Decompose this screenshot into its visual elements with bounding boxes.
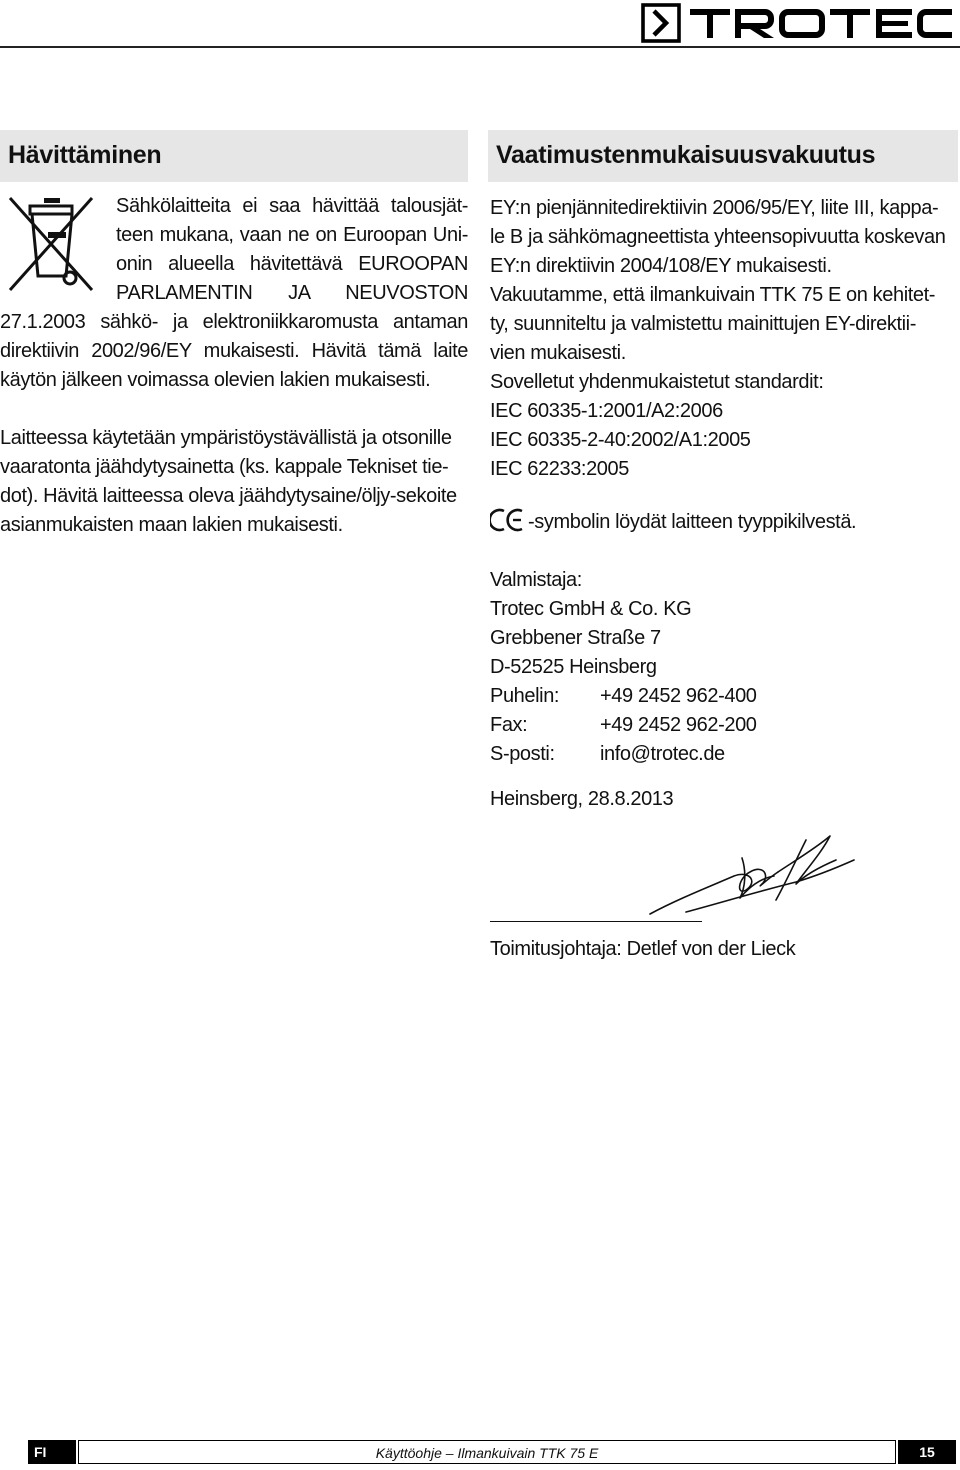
manufacturer-block (490, 566, 958, 769)
ce-statement (490, 508, 958, 537)
contact-fax (490, 711, 958, 740)
section-heading-declaration: Vaatimustenmukaisuusvakuutus (488, 130, 958, 182)
standard-item: IEC 60335-1:2001/A2:2006 (490, 400, 723, 422)
text-line: ty, suunniteltu ja valmistettu mainittujen EY-direktii- (490, 313, 916, 335)
signature-rule (490, 921, 702, 922)
disposal-text (0, 192, 468, 540)
signatory: Toimitusjohtaja: Detlef von der Lieck (490, 938, 796, 960)
footer-title: Käyttöohje – Ilmankuivain TTK 75 E (78, 1440, 896, 1464)
contact-email (490, 740, 958, 769)
text-line: käytön jälkeen voimassa olevien lakien mukaisesti. (0, 369, 431, 391)
text-line: Sähkölaitteita ei saa hävittää talousjät- (116, 195, 468, 217)
contact-value: info@trotec.de (600, 743, 725, 765)
page-footer (28, 1440, 956, 1466)
contact-value: +49 2452 962-200 (600, 714, 757, 736)
text-line: teen mukana, vaan ne on Euroopan Uni- (116, 224, 468, 246)
text-line: Laitteessa käytetään ympäristöystävällistä ja otsonille (0, 427, 452, 449)
text-line: PARLAMENTIN JA NEUVOSTON (116, 282, 468, 304)
text-line: direktiivin 2002/96/EY mukaisesti. Hävitä tämä laite (0, 340, 468, 362)
handwritten-signature (646, 830, 858, 920)
text-line: 27.1.2003 sähkö- ja elektroniikkaromusta antaman (0, 311, 468, 333)
place-date: Heinsberg, 28.8.2013 (490, 788, 674, 810)
declaration-text (490, 194, 958, 484)
section-heading-disposal: Hävittäminen (0, 130, 468, 182)
text-line: le B ja sähkömagneettista yhteensopivuutta koskevan (490, 226, 946, 248)
page-number: 15 (898, 1440, 956, 1464)
contact-label: S-posti: (490, 743, 555, 765)
contact-value: +49 2452 962-400 (600, 685, 757, 707)
text-line: onin alueella hävitettävä EUROOPAN (116, 253, 468, 275)
trotec-logo (640, 2, 956, 44)
text-line: Sovelletut yhdenmukaistetut standardit: (490, 371, 824, 393)
ce-text: -symbolin löydät laitteen tyyppikilvestä. (528, 511, 857, 533)
contact-phone (490, 682, 958, 711)
street: Grebbener Straße 7 (490, 627, 661, 649)
standard-item: IEC 60335-2-40:2002/A1:2005 (490, 429, 751, 451)
text-line: vaaratonta jäähdytysainetta (ks. kappale Tekniset tie- (0, 456, 449, 478)
text-line: EY:n pienjännitedirektiivin 2006/95/EY, liite III, kappa- (490, 197, 939, 219)
text-line: Vakuutamme, että ilmankuivain TTK 75 E on kehitet- (490, 284, 936, 306)
company-name: Trotec GmbH & Co. KG (490, 598, 692, 620)
text-line: EY:n direktiivin 2004/108/EY mukaisesti. (490, 255, 832, 277)
contact-label: Puhelin: (490, 685, 560, 707)
text-line: vien mukaisesti. (490, 342, 626, 364)
text-line: asianmukaisten maan lakien mukaisesti. (0, 514, 343, 536)
contact-label: Fax: (490, 714, 528, 736)
manufacturer-label: Valmistaja: (490, 569, 582, 591)
standard-item: IEC 62233:2005 (490, 458, 629, 480)
city: D-52525 Heinsberg (490, 656, 657, 678)
text-line: dot). Hävitä laitteessa oleva jäähdytysaine/öljy-sekoite (0, 485, 457, 507)
footer-language: FI (28, 1440, 76, 1464)
header-rule (0, 46, 960, 48)
ce-mark-icon (490, 508, 526, 532)
